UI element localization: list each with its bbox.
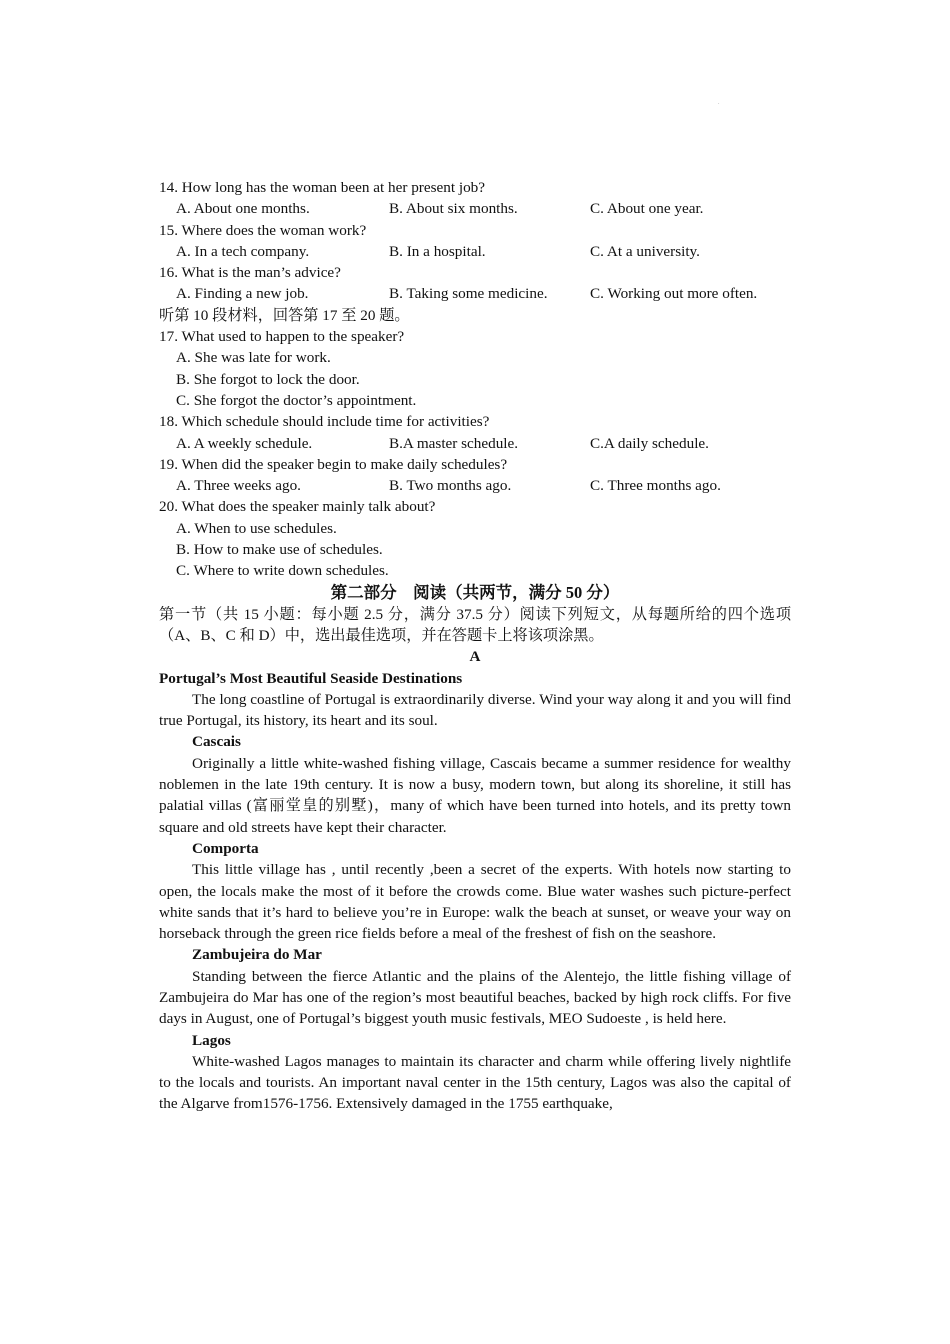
- passage-intro: The long coastline of Portugal is extraordinarily diverse. Wind your way along it and you will find true Portugal, its history, its heart and its soul.: [159, 690, 791, 730]
- page-mark: .: [718, 100, 720, 106]
- q14-option-a: A. About one months.: [176, 200, 310, 218]
- q20-option-b: B. How to make use of schedules.: [176, 541, 383, 559]
- section-instruction: 第一节（共 15 小题：每小题 2.5 分，满分 37.5 分）阅读下列短文，从每题所给的四个选项（A、B、C 和 D）中，选出最佳选项，并在答题卡上将该项涂黑。: [159, 605, 791, 644]
- part-two-title: 第二部分 阅读（共两节，满分 50 分）: [330, 582, 620, 602]
- q18-option-a: A. A weekly schedule.: [176, 434, 313, 452]
- q18-option-c: C.A daily schedule.: [590, 434, 709, 452]
- q17-stem: 17. What used to happen to the speaker?: [159, 328, 405, 346]
- q14-option-b: B. About six months.: [389, 200, 518, 218]
- q19-stem: 19. When did the speaker begin to make daily schedules?: [159, 455, 508, 473]
- q14-stem: 14. How long has the woman been at her present job?: [159, 179, 486, 196]
- q15-option-c: C. At a university.: [590, 242, 700, 260]
- exam-page: [159, 177, 791, 1115]
- q15-option-b: B. In a hospital.: [389, 242, 486, 260]
- q19-option-b: B. Two months ago.: [389, 477, 512, 495]
- q14-options: [159, 198, 791, 219]
- q16-stem: 16. What is the man’s advice?: [159, 264, 341, 282]
- q16-option-b: B. Taking some medicine.: [389, 285, 548, 303]
- q16-options: [159, 283, 791, 304]
- q15-stem: 15. Where does the woman work?: [159, 221, 367, 239]
- q18-options: [159, 433, 791, 454]
- q18-stem: 18. Which schedule should include time for activities?: [159, 413, 490, 431]
- q15-options: [159, 241, 791, 262]
- q17-option-a: A. She was late for work.: [176, 349, 331, 367]
- lagos-heading: Lagos: [192, 1031, 231, 1049]
- cascais-paragraph: Originally a little white-washed fishing village, Cascais became a summer residence for wealthy noblemen in the late 19th century. It is now a busy, modern town, but along its shoreline, it still has palatial villas (富丽堂皇的别墅)，many of which have been turned into hotels, and its pretty town square and old streets have kept their character.: [159, 754, 791, 836]
- passage-letter: A: [469, 648, 481, 666]
- q18-option-b: B.A master schedule.: [389, 434, 519, 452]
- q19-option-a: A. Three weeks ago.: [176, 477, 301, 495]
- q15-option-a: A. In a tech company.: [176, 242, 310, 260]
- comporta-paragraph: This little village has , until recently ,been a secret of the experts. With hotels now starting to open, the locals make the most of it before the crowds come. Blue water washes such picture-perfect white sands that it’s hard to believe you’re in Europe: walk the beach at sunset, or weave your way on horseback through the green rice fields before a meal of the freshest of fish on the seashore.: [159, 861, 791, 943]
- listening-instruction: 听第 10 段材料，回答第 17 至 20 题。: [159, 306, 410, 324]
- q20-option-c: C. Where to write down schedules.: [176, 562, 389, 580]
- zambujeira-heading: Zambujeira do Mar: [192, 946, 322, 964]
- q17-option-c: C. She forgot the doctor’s appointment.: [176, 391, 417, 409]
- q20-stem: 20. What does the speaker mainly talk about?: [159, 498, 436, 516]
- q19-options: [159, 475, 791, 496]
- comporta-heading: Comporta: [192, 839, 259, 857]
- q16-option-a: A. Finding a new job.: [176, 285, 309, 303]
- passage-title: Portugal’s Most Beautiful Seaside Destinations: [159, 669, 463, 687]
- q14-option-c: C. About one year.: [590, 200, 704, 218]
- lagos-paragraph: White-washed Lagos manages to maintain its character and charm while offering lively nightlife to the locals and tourists. An important naval center in the 15th century, Lagos was also the capital of the Algarve from1576-1756. Extensively damaged in the 1755 earthquake,: [159, 1052, 791, 1113]
- zambujeira-paragraph: Standing between the fierce Atlantic and the plains of the Alentejo, the little fishing village of Zambujeira do Mar has one of the region’s most beautiful beaches, backed by high rock cliffs. For five days in August, one of Portugal’s biggest youth music festivals, MEO Sudoeste , is held here.: [159, 967, 791, 1028]
- q17-option-b: B. She forgot to lock the door.: [176, 370, 360, 388]
- cascais-heading: Cascais: [192, 733, 241, 751]
- q20-option-a: A. When to use schedules.: [176, 519, 337, 537]
- q19-option-c: C. Three months ago.: [590, 477, 721, 495]
- q16-option-c: C. Working out more often.: [590, 285, 758, 303]
